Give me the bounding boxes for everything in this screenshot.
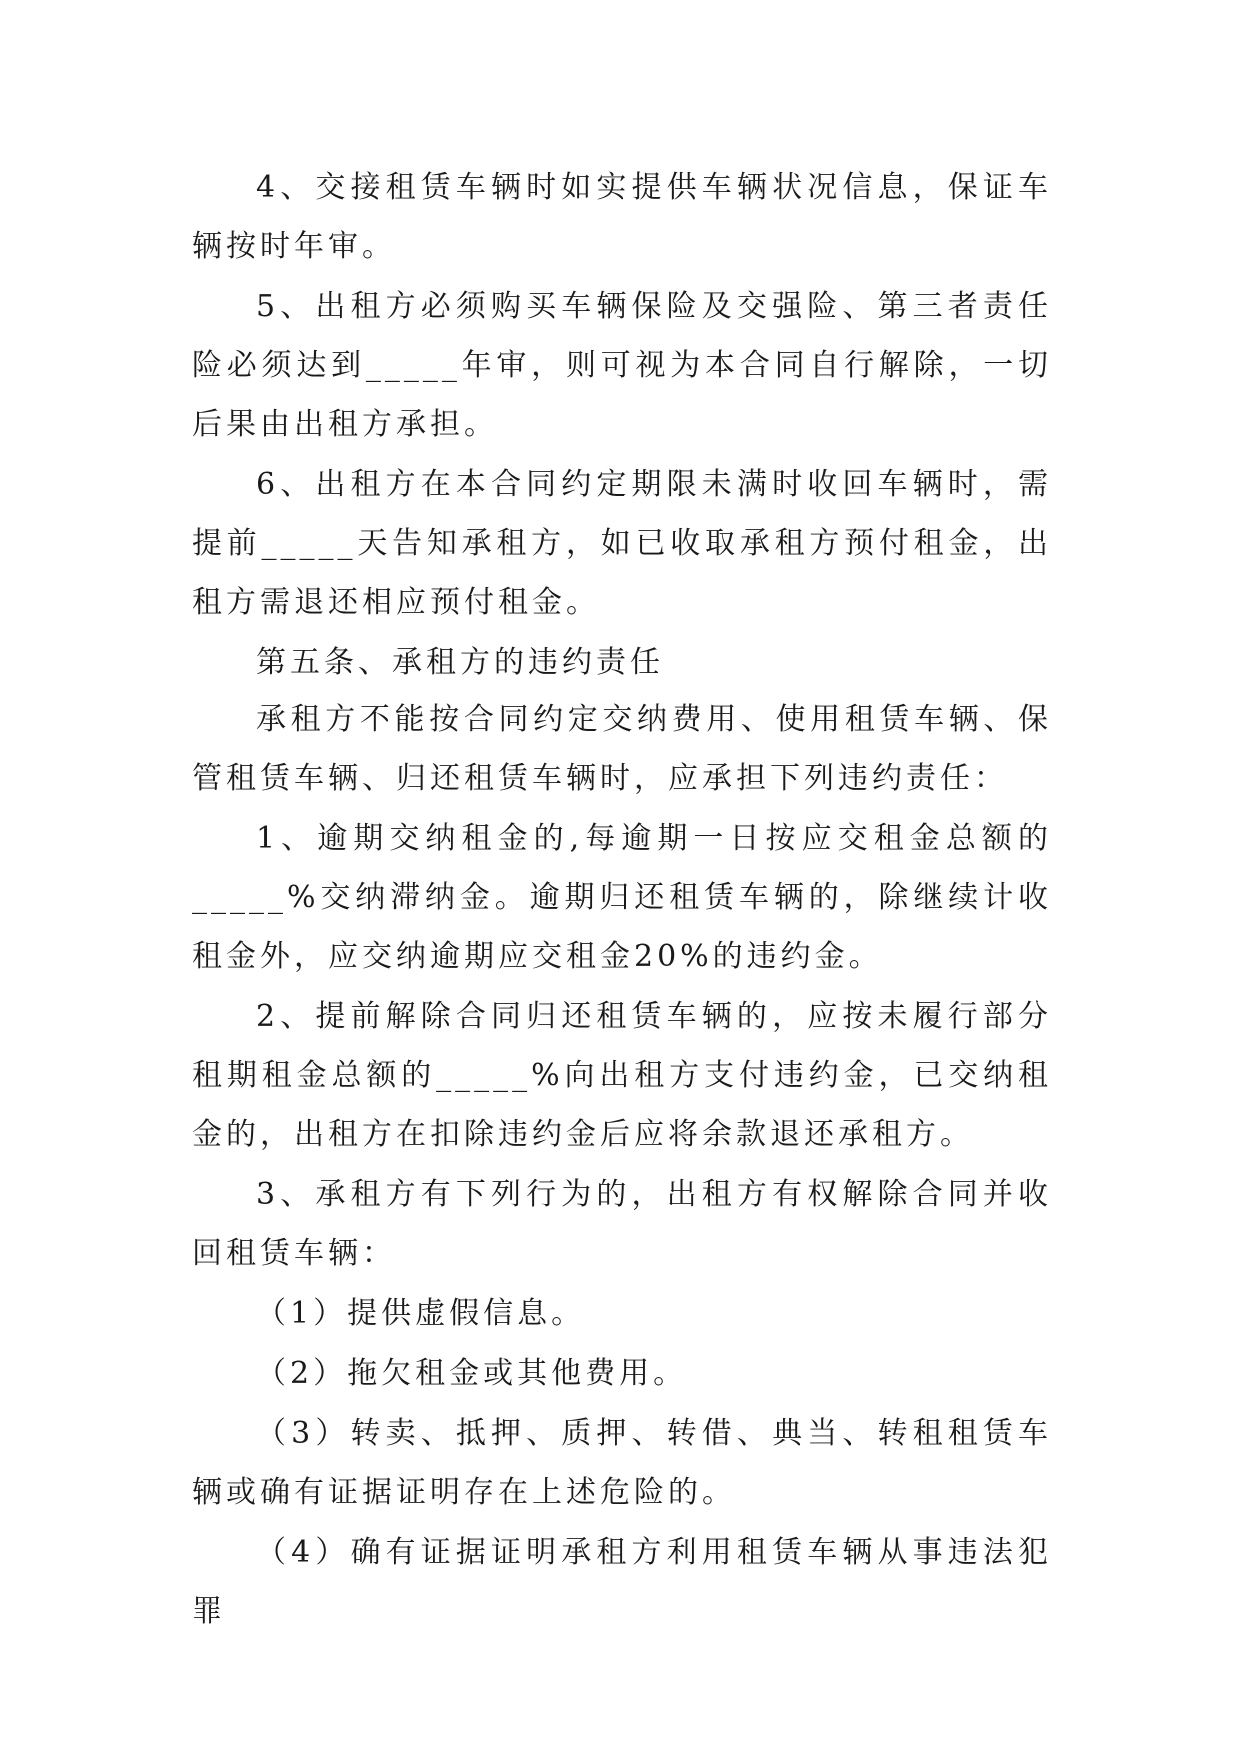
clause-6-early-recall: 6、出租方在本合同约定期限未满时收回车辆时，需提前_____天告知承租方，如已收取承租方预付租金，出租方需退还相应预付租金。 [192, 467, 1052, 620]
list-item-2: （2）拖欠租金或其他费用。 [256, 1356, 688, 1391]
contract-text-body [192, 158, 1052, 1641]
clause-4-lessor-duty: 4、交接租赁车辆时如实提供车辆状况信息，保证车辆按时年审。 [192, 170, 1052, 264]
clause-1-late-payment: 1、逾期交纳租金的,每逾期一日按应交租金总额的_____%交纳滞纳金。逾期归还租赁车辆的，除继续计收租金外，应交纳逾期应交租金20%的违约金。 [192, 821, 1052, 974]
list-item-1: （1）提供虚假信息。 [256, 1296, 586, 1331]
section-heading-article-5: 第五条、承租方的违约责任 [256, 645, 664, 680]
clause-2-early-termination: 2、提前解除合同归还租赁车辆的，应按未履行部分租期租金总额的_____%向出租方支付违约金，已交纳租金的，出租方在扣除违约金后应将余款退还承租方。 [192, 999, 1052, 1152]
clause-3-termination-rights: 3、承租方有下列行为的，出租方有权解除合同并收回租赁车辆： [192, 1177, 1052, 1271]
article-5-intro: 承租方不能按合同约定交纳费用、使用租赁车辆、保管租赁车辆、归还租赁车辆时，应承担下列违约责任： [192, 702, 1052, 796]
list-item-3: （3）转卖、抵押、质押、转借、典当、转租租赁车辆或确有证据证明存在上述危险的。 [192, 1416, 1052, 1510]
clause-5-insurance: 5、出租方必须购买车辆保险及交强险、第三者责任险必须达到_____年审，则可视为本合同自行解除，一切后果由出租方承担。 [192, 289, 1052, 442]
list-item-4: （4）确有证据证明承租方利用租赁车辆从事违法犯罪 [192, 1535, 1052, 1629]
